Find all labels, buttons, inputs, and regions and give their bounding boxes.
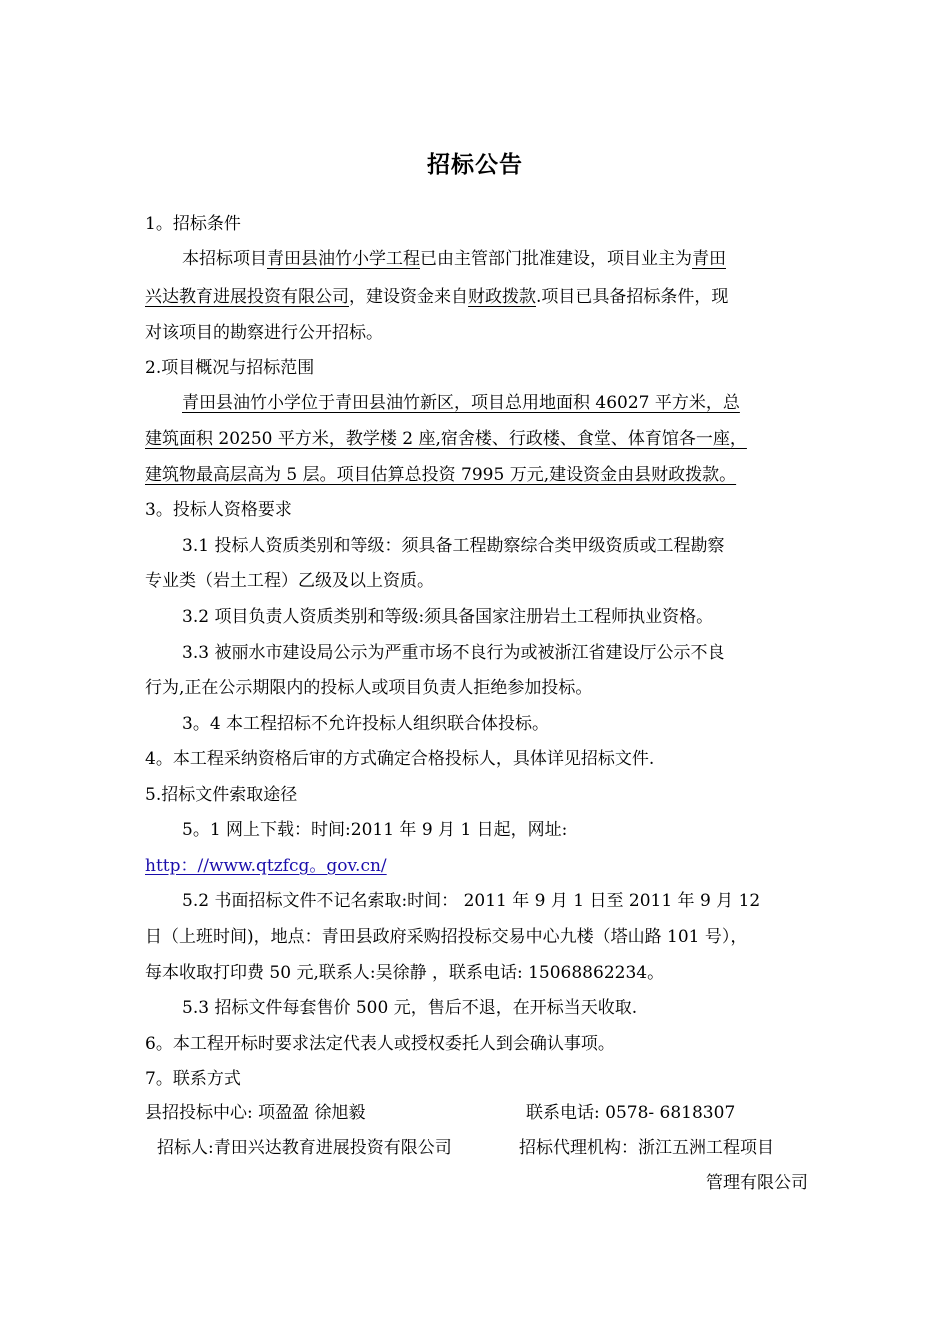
section-2-line-2: 建筑面积 20250 平方米，教学楼 2 座,宿舍楼、行政楼、食堂、体育馆各一座， — [145, 429, 747, 449]
owner-name-part-1: 青田 — [692, 249, 726, 269]
project-name: 青田县油竹小学工程 — [267, 249, 420, 269]
section-3-heading: 3。投标人资格要求 — [145, 500, 292, 520]
owner-name-part-2: 兴达教育进展投资有限公司 — [145, 287, 349, 307]
section-5-heading: 5.招标文件索取途径 — [145, 785, 298, 805]
section-5-2-line-3: 每本收取打印费 50 元,联系人:吴徐静 ，联系电话: 15068862234。 — [145, 963, 665, 983]
section-4: 4。本工程采纳资格后审的方式确定合格投标人，具体详见招标文件. — [145, 749, 655, 769]
section-6: 6。本工程开标时要求法定代表人或授权委托人到会确认事项。 — [145, 1034, 615, 1054]
section-5-3: 5.3 招标文件每套售价 500 元，售后不退，在开标当天收取. — [182, 998, 638, 1018]
agency-line-1: 招标代理机构：浙江五洲工程项目 — [519, 1138, 774, 1158]
contact-center-phone: 联系电话: 0578- 6818307 — [526, 1103, 736, 1123]
section-2-line-1: 青田县油竹小学位于青田县油竹新区，项目总用地面积 46027 平方米，总 — [182, 393, 740, 413]
text-span: 已由主管部门批准建设，项目业主为 — [420, 249, 692, 269]
page-title: 招标公告 — [427, 152, 523, 178]
section-5-2-line-2: 日（上班时间)，地点：青田县政府采购招投标交易中心九楼（塔山路 101 号）， — [145, 927, 748, 947]
section-3-4: 3。4 本工程招标不允许投标人组织联合体投标。 — [182, 714, 550, 734]
section-3-2: 3.2 项目负责人资质类别和等级:须具备国家注册岩土工程师执业资格。 — [182, 607, 714, 627]
section-3-1-line-2: 专业类（岩土工程）乙级及以上资质。 — [145, 571, 434, 591]
fund-source: 财政拨款 — [468, 287, 536, 307]
section-3-3-line-2: 行为,正在公示期限内的投标人或项目负责人拒绝参加投标。 — [145, 678, 593, 698]
section-5-1-line-1: 5。1 网上下载：时间:2011 年 9 月 1 日起，网址: — [182, 820, 568, 840]
section-3-1-line-1: 3.1 投标人资质类别和等级：须具备工程勘察综合类甲级资质或工程勘察 — [182, 536, 725, 556]
tenderer: 招标人:青田兴达教育进展投资有限公司 — [157, 1138, 452, 1158]
section-5-2-line-1: 5.2 书面招标文件不记名索取:时间： 2011 年 9 月 1 日至 2011 年 9 月 12 — [182, 891, 761, 911]
section-7-heading: 7。联系方式 — [145, 1069, 241, 1089]
section-2-heading: 2.项目概况与招标范围 — [145, 358, 315, 378]
section-1-heading: 1。招标条件 — [145, 214, 241, 234]
section-1-line-3: 对该项目的勘察进行公开招标。 — [145, 323, 383, 343]
section-3-3-line-1: 3.3 被丽水市建设局公示为严重市场不良行为或被浙江省建设厅公示不良 — [182, 643, 725, 663]
text-span: ，建设资金来自 — [349, 287, 468, 307]
section-2-line-3: 建筑物最高层高为 5 层。项目估算总投资 7995 万元,建设资金由县财政拨款。 — [145, 465, 737, 485]
section-1-line-1 — [182, 246, 812, 272]
contact-center-label: 县招投标中心: 项盈盈 徐旭毅 — [145, 1103, 366, 1123]
text-span: 本招标项目 — [182, 249, 267, 269]
text-span: .项目已具备招标条件，现 — [536, 287, 729, 307]
website-link[interactable]: http：//www.qtzfcg。gov.cn/ — [145, 856, 387, 876]
section-1-line-2 — [145, 284, 815, 310]
section-5-1-url — [145, 853, 815, 879]
agency-line-2: 管理有限公司 — [706, 1173, 808, 1193]
